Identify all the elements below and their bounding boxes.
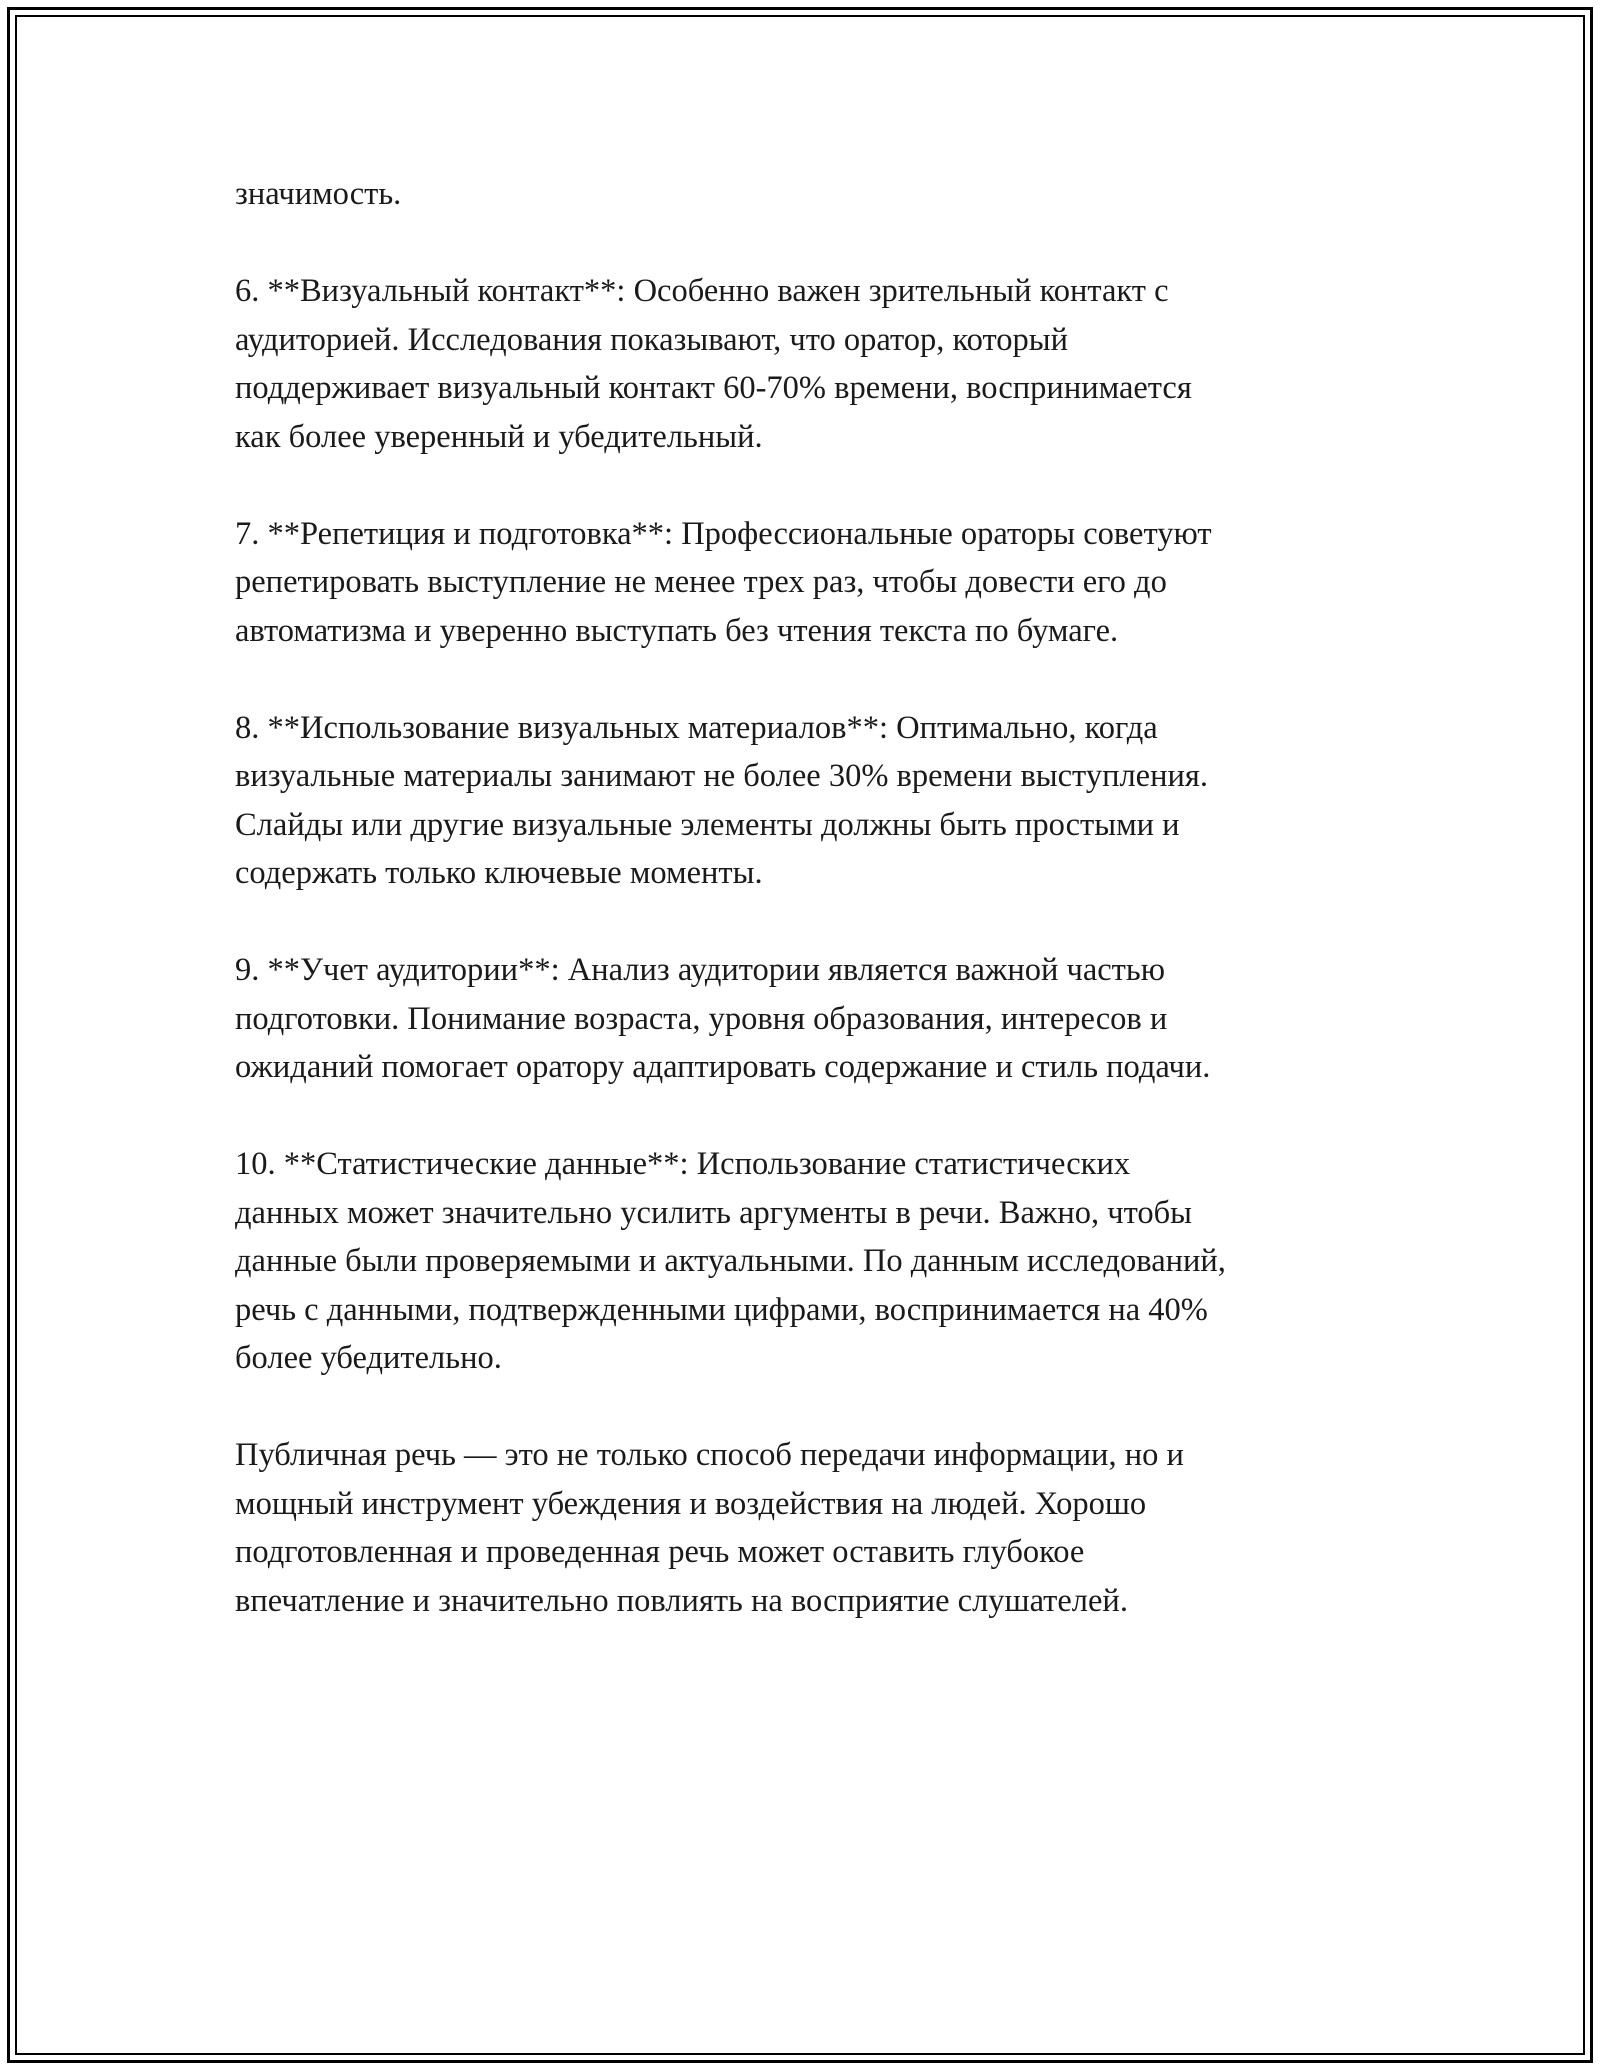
paragraph-conclusion: Публичная речь — это не только способ передачи информации, но и мощный инструмент убеждения и воздействия на людей. Хорошо подготовленная и проведенная речь может оставить глубокое впечатление и значительно повлиять на восприятие слушателей. [235, 1437, 1184, 1619]
paragraph-statistics: 10. **Статистические данные**: Использование статистических данных может значительно усилить аргументы в речи. Важно, чтобы данные были проверяемыми и актуальными. По данным исследований, речь с данными, подтвержденными цифрами, воспринимается на 40% более убедительно. [235, 1146, 1226, 1376]
paragraph-visual-contact: 6. **Визуальный контакт**: Особенно важен зрительный контакт с аудиторией. Исследования показывают, что оратор, который поддерживает визуальный контакт 60-70% времени, воспринимается как более уверенный и убедительный. [235, 273, 1192, 455]
paragraph-audience: 9. **Учет аудитории**: Анализ аудитории является важной частью подготовки. Понимание возраста, уровня образования, интересов и ожиданий помогает оратору адаптировать содержание и стиль подачи. [235, 952, 1211, 1085]
document-body [235, 170, 1375, 1674]
paragraph-rehearsal: 7. **Репетиция и подготовка**: Профессиональные ораторы советуют репетировать выступление не менее трех раз, чтобы довести его до автоматизма и уверенно выступать без чтения текста по бумаге. [235, 515, 1212, 649]
paragraph-continuation: значимость. [235, 176, 402, 212]
paragraph-visual-materials: 8. **Использование визуальных материалов**: Оптимально, когда визуальные материалы занимают не более 30% времени выступления. Слайды или другие визуальные элементы должны быть простыми и содержать только ключевые моменты. [235, 709, 1208, 891]
